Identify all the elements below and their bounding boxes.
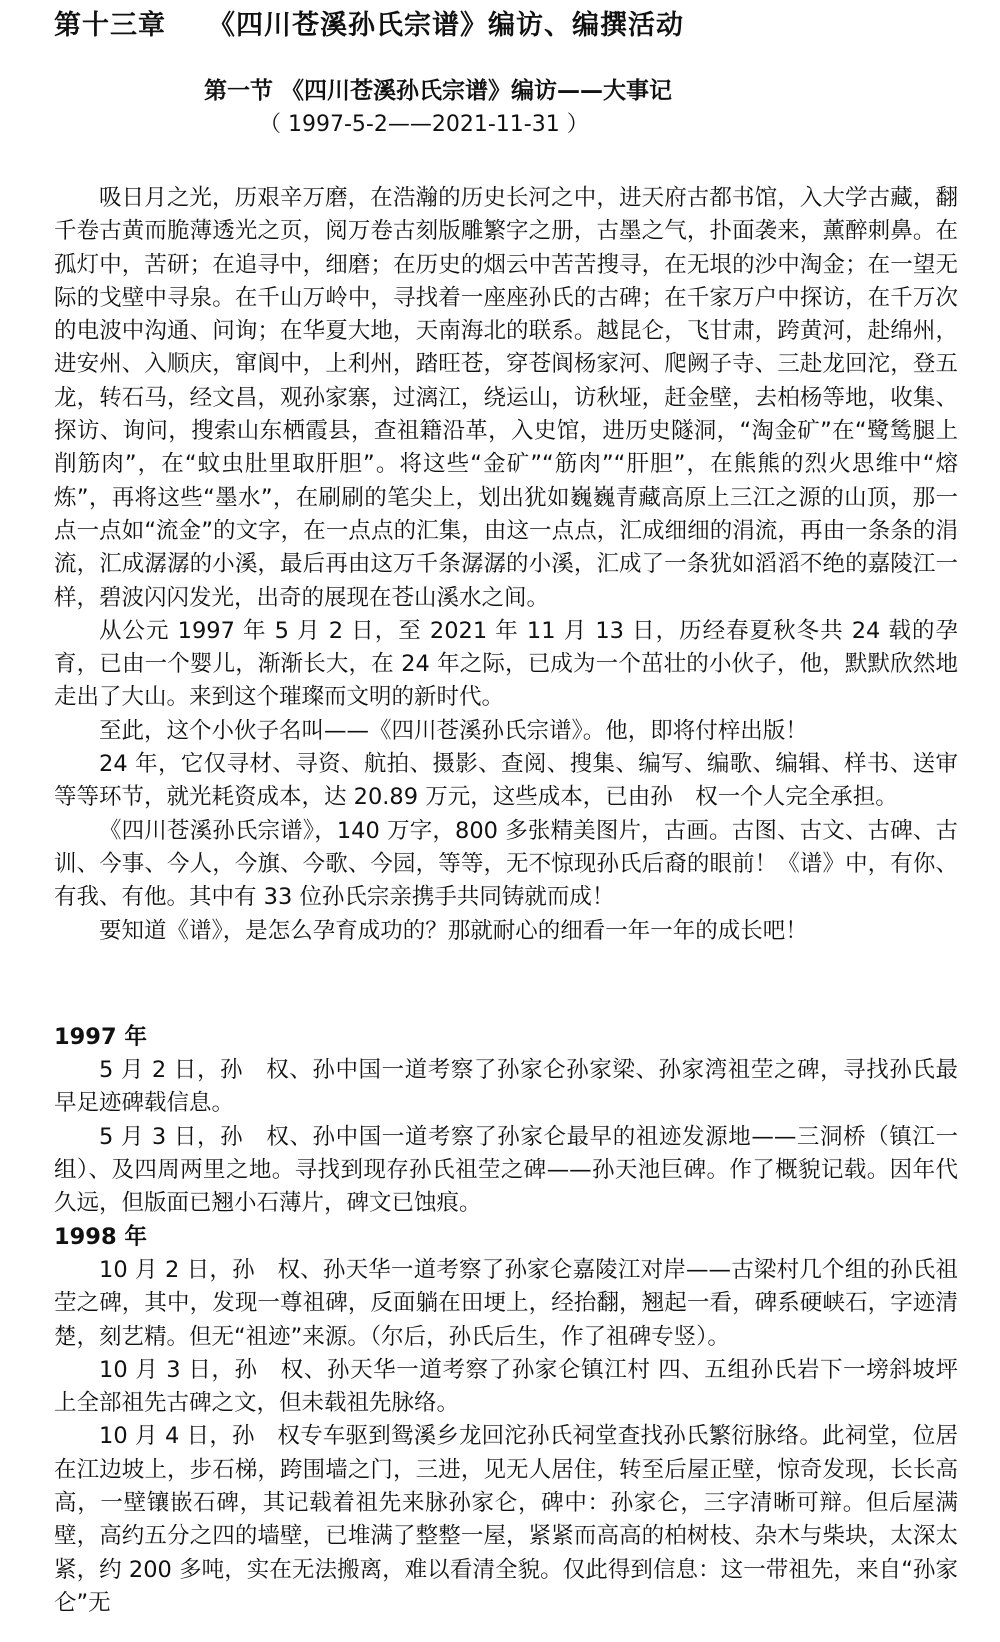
intro-paragraph: 24 年，它仅寻材、寻资、航拍、摄影、查阅、搜集、编写、编歌、编辑、样书、送审等等环节，就光耗资成本，达 20.89 万元，这些成本，已由孙 权一个人完全承担。 [54,751,958,811]
intro-paragraph: 从公元 1997 年 5 月 2 日，至 2021 年 11 月 13 日，历经春夏秋冬共 24 载的孕育，已由一个婴儿，渐渐长大，在 24 年之际，已成为一个茁壮的小伙子，他，默默欣然地走出了大山。来到这个璀璨而文明的新时代。 [54,617,958,711]
chapter-heading [54,0,958,46]
chapter-number: 第十三章 [54,10,166,41]
intro-text [54,182,958,948]
yearly-records [54,1021,958,1620]
intro-paragraph: 吸日月之光，历艰辛万磨，在浩瀚的历史长河之中，进天府古都书馆，入大学古藏，翻千卷古黄而脆薄透光之页，阅万卷古刻版雕繁字之册，古墨之气，扑面袭来，薰醉刺鼻。在孤灯中，苦研；在追寻中，细磨；在历史的烟云中苦苦搜寻，在无垠的沙中淘金；在一望无际的戈壁中寻泉。在千山万岭中，寻找着一座座孙氏的古碑；在千家万户中探访，在千万次的电波中沟通、问询；在华夏大地，天南海北的联系。越昆仑，飞甘肃，跨黄河，赴绵州，进安州、入顺庆，窜阆中，上利州，踏旺苍，穿苍阆杨家河、爬阙子寺、三赴龙回沱，登五龙，转石马，经文昌，观孙家寨，过漓江，绕运山，访秋垭，赶金壁，去柏杨等地，收集、探访、询问，搜索山东栖霞县，查祖籍沿革，入史馆，进历史隧洞，“淘金矿”在“鹭鸶腿上削筋肉”，在“蚊虫肚里取肝胆”。将这些“金矿”“筋肉”“肝胆”，在熊熊的烈火思维中“熔炼”，再将这些“墨水”，在刷刷的笔尖上，划出犹如巍巍青藏高原上三江之源的山顶，那一点一点如“流金”的文字，在一点点的汇集，由这一点点，汇成细细的涓流，再由一条条的涓流，汇成潺潺的小溪，最后再由这万千条潺潺的小溪，汇成了一条犹如滔滔不绝的嘉陵江一样，碧波闪闪发光，出奇的展现在苍山溪水之间。 [54,185,958,611]
record-entry: 10 月 4 日，孙 权专车驱到鸳溪乡龙回沱孙氏祠堂查找孙氏繁衍脉络。此祠堂，位居在江边坡上，步石梯，跨围墙之门，三进，见无人居住，转至后屋正壁，惊奇发现，长长高高，一壁镶嵌石碑，其记载着祖先来脉孙家仑，碑中：孙家仑，三字清晰可辩。但后屋满壁，高约五分之四的墙壁，已堆满了整整一屋，紧紧而高高的柏树枝、杂木与柴块，太深太紧，约 200 多吨，实在无法搬离，难以看清全貌。仅此得到信息：这一带祖先，来自“孙家仑”无 [54,1423,958,1616]
intro-paragraph: 至此，这个小伙子名叫——《四川苍溪孙氏宗谱》。他，即将付梓出版！ [99,717,808,744]
year-heading: 1997 年 [54,1023,147,1050]
intro-paragraph: 《四川苍溪孙氏宗谱》，140 万字，800 多张精美图片，古画。古图、古文、古碑、古训、今事、今人，今旗、今歌、今园，等等，无不惊现孙氏后裔的眼前！《谱》中，有你、有我、有他。其中有 33 位孙氏宗亲携手共同铸就而成！ [54,817,958,911]
record-entry: 5 月 3 日，孙 权、孙中国一道考察了孙家仑最早的祖迹发源地——三洞桥（镇江一组）、及四周两里之地。寻找到现存孙氏祖茔之碑——孙天池巨碑。作了概貌记载。因年代久远，但版面已翘小石薄片，碑文已蚀痕。 [54,1123,958,1217]
year-heading: 1998 年 [54,1223,147,1250]
chapter-title: 《四川苍溪孙氏宗谱》编访、编撰活动 [208,10,684,41]
section-date-range: （ 1997-5-2——2021-11-31 ） [259,112,589,137]
record-entry: 10 月 3 日，孙 权、孙天华一道考察了孙家仑镇江村 四、五组孙氏岩下一塝斜坡坪上全部祖先古碑之文，但未载祖先脉络。 [54,1356,958,1417]
record-entry: 5 月 2 日，孙 权、孙中国一道考察了孙家仑孙家梁、孙家湾祖茔之碑，寻找孙氏最早足迹碑载信息。 [54,1057,958,1117]
section-title: 第一节 《四川苍溪孙氏宗谱》编访——大事记 [204,78,673,104]
record-entry: 10 月 2 日，孙 权、孙天华一道考察了孙家仑嘉陵江对岸——古梁村几个组的孙氏祖茔之碑，其中，发现一尊祖碑，反面躺在田埂上，经抬翻，翘起一看，碑系硬峡石，字迹清楚，刻艺精。但无“祖迹”来源。（尔后，孙氏后生，作了祖碑专竖）。 [54,1256,958,1350]
intro-paragraph: 要知道《谱》，是怎么孕育成功的？那就耐心的细看一年一年的成长吧！ [99,917,808,944]
